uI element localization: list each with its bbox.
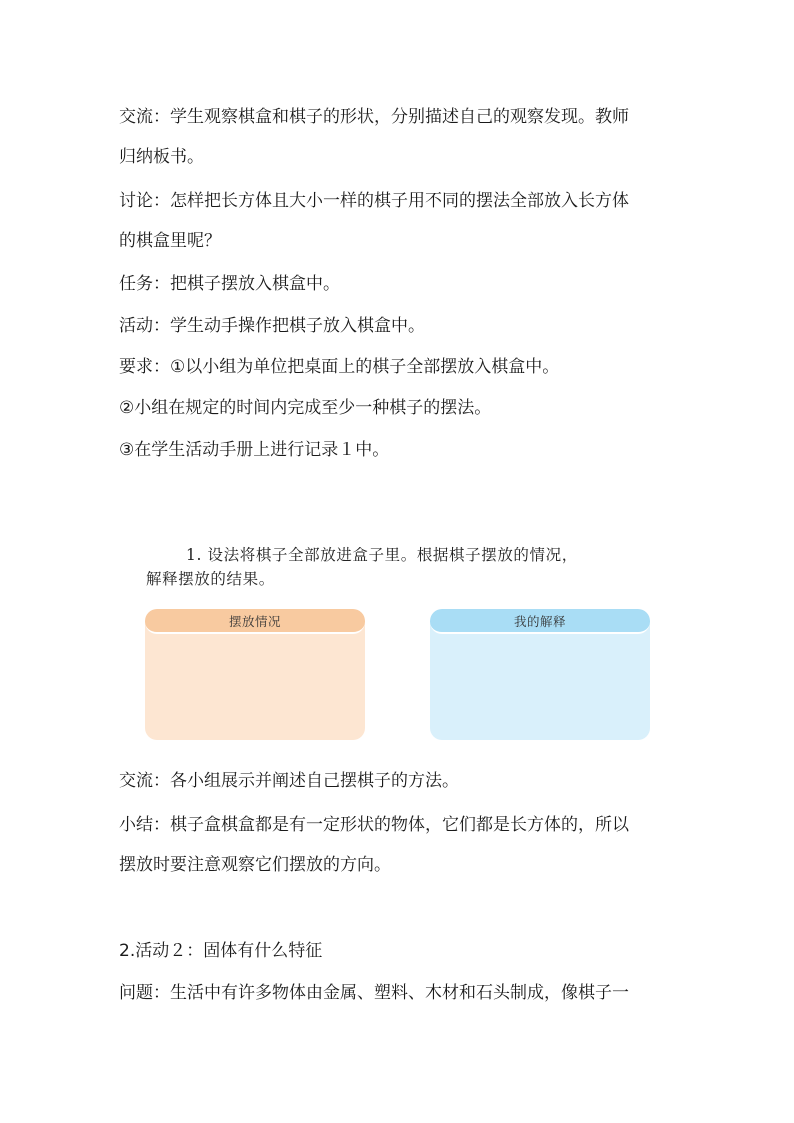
paragraph-exchange-line2: 归纳板书。 [119, 147, 204, 167]
paragraph-discussion-line2: 的棋盒里呢？ [119, 231, 221, 251]
paragraph-requirement-3: ③在学生活动手册上进行记录１中。 [119, 440, 390, 460]
paragraph-summary-line1: 小结：棋子盒棋盒都是有一定形状的物体，它们都是长方体的，所以 [119, 815, 629, 835]
placement-card-body[interactable] [145, 634, 365, 740]
paragraph-task: 任务：把棋子摆放入棋盒中。 [119, 274, 340, 294]
paragraph-activity: 活动：学生动手操作把棋子放入棋盒中。 [119, 316, 425, 336]
paragraph-exchange-2: 交流：各小组展示并阐述自己摆棋子的方法。 [119, 771, 459, 791]
worksheet-instruction-line2: 解释摆放的结果。 [146, 570, 275, 588]
explanation-card-title: 我的解释 [430, 609, 650, 634]
paragraph-requirement-2: ②小组在规定的时间内完成至少一种棋子的摆法。 [119, 398, 492, 418]
paragraph-question: 问题：生活中有许多物体由金属、塑料、木材和石头制成，像棋子一 [119, 983, 629, 1003]
paragraph-exchange-line1: 交流：学生观察棋盒和棋子的形状，分别描述自己的观察发现。教师 [119, 107, 629, 127]
section-heading-activity-2: 2.活动２：固体有什么特征 [119, 941, 323, 961]
explanation-card [430, 609, 650, 740]
paragraph-discussion-line1: 讨论：怎样把长方体且大小一样的棋子用不同的摆法全部放入长方体 [119, 191, 629, 211]
worksheet-instruction-line1: 1. 设法将棋子全部放进盒子里。根据棋子摆放的情况， [186, 546, 578, 564]
explanation-card-body[interactable] [430, 634, 650, 740]
placement-card-title: 摆放情况 [145, 609, 365, 634]
paragraph-summary-line2: 摆放时要注意观察它们摆放的方向。 [119, 855, 391, 875]
paragraph-requirement-1: 要求：①以小组为单位把桌面上的棋子全部摆放入棋盒中。 [119, 357, 560, 377]
placement-card [145, 609, 365, 740]
